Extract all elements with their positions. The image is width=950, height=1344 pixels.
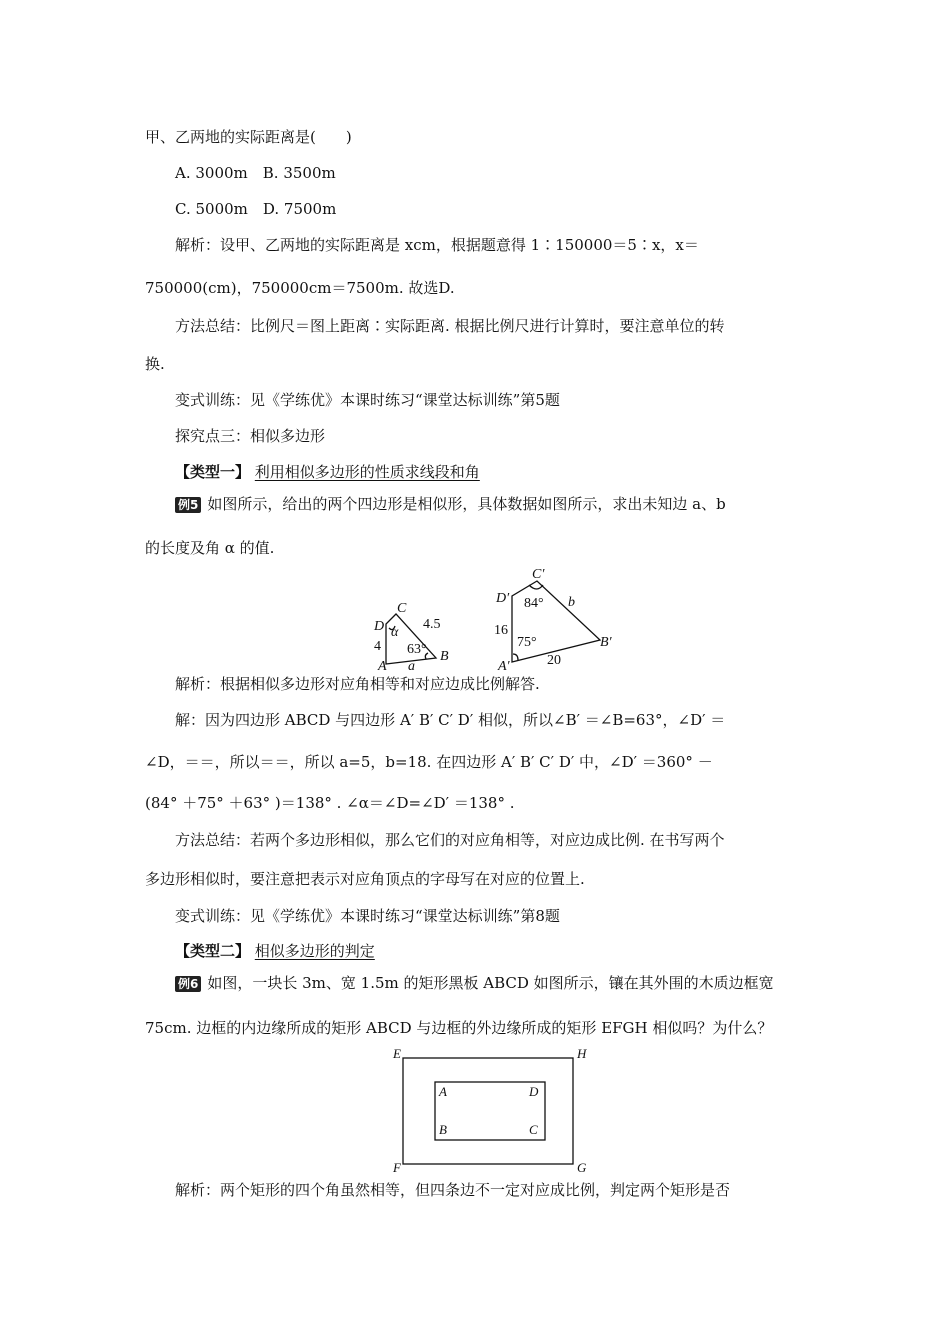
- type-tag: 【类型二】: [175, 942, 251, 960]
- angle-label: 75°: [517, 635, 537, 650]
- text-line: 甲、乙两地的实际距离是( ): [145, 128, 352, 146]
- side-label: 4: [374, 639, 381, 654]
- side-label: a: [408, 659, 415, 674]
- type-title: 利用相似多边形的性质求线段和角: [254, 463, 480, 481]
- option-line: A. 3000m B. 3500m: [175, 164, 336, 182]
- quadrilaterals-figure: [360, 566, 630, 676]
- example-text: 如图所示，给出的两个四边形是相似形，具体数据如图所示，求出未知边 a、b: [207, 495, 726, 513]
- side-label: 16: [494, 623, 508, 638]
- exercise-line: 变式训练：见《学练优》本课时练习“课堂达标训练”第8题: [175, 907, 560, 925]
- type-title: 相似多边形的判定: [254, 942, 375, 960]
- vertex-label: F: [393, 1160, 401, 1175]
- vertex-label: A: [439, 1084, 447, 1099]
- solution-line: 解：因为四边形 ABCD 与四边形 A′ B′ C′ D′ 相似，所以∠B′ ＝∠B=63°，∠D′ ＝: [175, 711, 726, 729]
- vertex-label: B: [440, 649, 449, 664]
- vertex-label: B′: [600, 635, 612, 650]
- vertex-label: H: [577, 1046, 587, 1061]
- example6-line: [175, 973, 774, 993]
- vertex-label: C′: [532, 567, 545, 582]
- vertex-label: C: [397, 601, 407, 616]
- analysis-line: 解析：两个矩形的四个角虽然相等，但四条边不一定对应成比例，判定两个矩形是否: [175, 1181, 731, 1199]
- vertex-label: D: [374, 619, 385, 634]
- vertex-label: E: [393, 1046, 401, 1061]
- vertex-label: G: [577, 1160, 587, 1175]
- vertex-label: A: [378, 659, 387, 674]
- summary-line: 方法总结：比例尺＝图上距离∶实际距离. 根据比例尺进行计算时，要注意单位的转: [175, 317, 725, 335]
- solution-line: ∠D，＝＝，所以＝＝，所以 a=5，b=18. 在四边形 A′ B′ C′ D′ 中，∠D′ ＝360° －: [145, 753, 713, 771]
- example-badge: 例5: [175, 497, 201, 513]
- side-label: b: [568, 595, 575, 610]
- solution-line: (84° ＋75° ＋63° )＝138° . ∠α＝∠D=∠D′ ＝138° .: [145, 794, 515, 812]
- example-text-line: 的长度及角 α 的值.: [145, 539, 275, 557]
- angle-label: 84°: [524, 596, 544, 611]
- example-badge: 例6: [175, 976, 201, 992]
- summary-line: 多边形相似时，要注意把表示对应角顶点的字母写在对应的位置上.: [145, 870, 585, 888]
- exercise-line: 变式训练：见《学练优》本课时练习“课堂达标训练”第5题: [175, 391, 560, 409]
- vertex-label: B: [439, 1122, 447, 1137]
- angle-label: α: [391, 625, 399, 640]
- summary-line: 换.: [145, 355, 165, 373]
- example-text: 如图，一块长 3m、宽 1.5m 的矩形黑板 ABCD 如图所示，镶在其外围的木质边框宽: [207, 974, 774, 992]
- type-tag: 【类型一】: [175, 463, 251, 481]
- vertex-label: C: [529, 1122, 538, 1137]
- section-heading: 探究点三：相似多边形: [175, 427, 326, 445]
- type2-heading: [175, 941, 375, 961]
- vertex-label: D′: [496, 591, 510, 606]
- analysis-line: 解析：根据相似多边形对应角相等和对应边成比例解答.: [175, 675, 540, 693]
- side-label: 4.5: [423, 617, 441, 632]
- analysis-line: 解析：设甲、乙两地的实际距离是 xcm，根据题意得 1∶150000＝5∶x，x＝: [175, 236, 699, 254]
- example5-line: [175, 494, 726, 514]
- summary-line: 方法总结：若两个多边形相似，那么它们的对应角相等，对应边成比例. 在书写两个: [175, 831, 725, 849]
- example-text-line: 75cm. 边框的内边缘所成的矩形 ABCD 与边框的外边缘所成的矩形 EFGH 相似吗？为什么？: [145, 1019, 773, 1037]
- rectangles-figure: [385, 1046, 595, 1176]
- option-line: C. 5000m D. 7500m: [175, 200, 337, 218]
- angle-label: 63°: [407, 642, 427, 657]
- side-label: 20: [547, 653, 561, 668]
- vertex-label: A′: [498, 659, 510, 674]
- type1-heading: [175, 462, 480, 482]
- vertex-label: D: [529, 1084, 539, 1099]
- analysis-line: 750000(cm)，750000cm＝7500m. 故选D.: [145, 279, 455, 297]
